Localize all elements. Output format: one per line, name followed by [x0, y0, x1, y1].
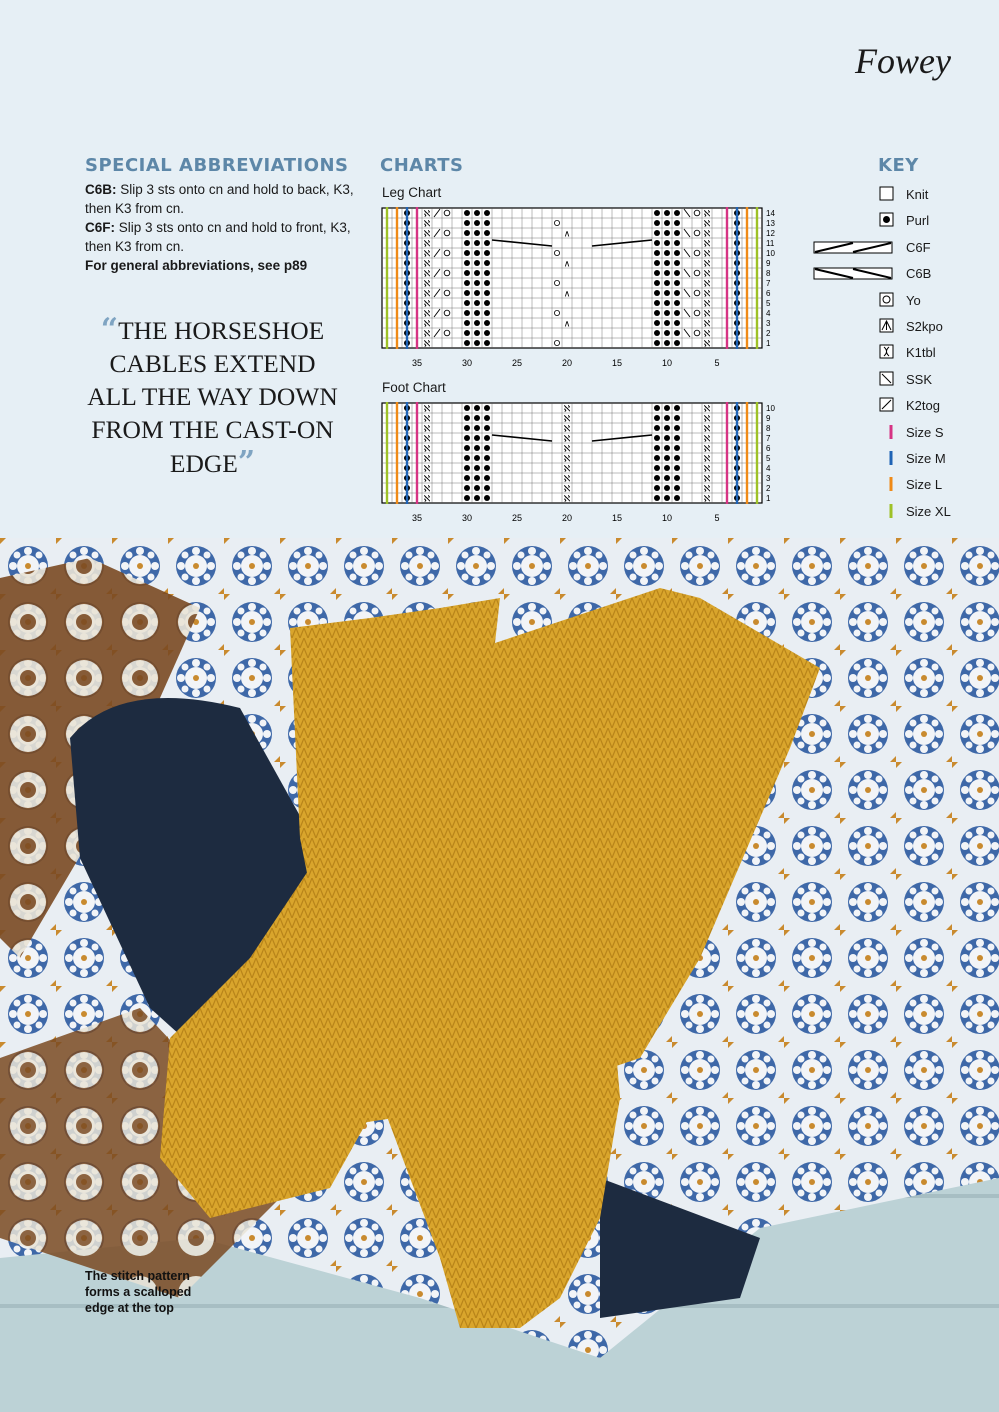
key-label: Size XL [906, 503, 951, 519]
page-title: Fowey [855, 41, 951, 81]
foot-chart-purl-dot [484, 435, 490, 441]
foot-chart-purl-dot [664, 425, 670, 431]
general-abbreviations-note: For general abbreviations, see p89 [85, 258, 308, 273]
foot-chart-purl-dot [664, 455, 670, 461]
foot-chart-purl-dot [664, 445, 670, 451]
foot-chart-k1tbl: ℵ [563, 474, 571, 485]
leg-chart-purl-dot [484, 220, 490, 226]
foot-chart-row-number: 3 [766, 474, 771, 483]
foot-chart-k1tbl: ℵ [563, 424, 571, 435]
leg-chart-row-number: 5 [766, 299, 771, 308]
leg-chart-purl-dot [664, 320, 670, 326]
leg-chart-purl-dot [484, 230, 490, 236]
foot-chart-k1tbl: ℵ [563, 414, 571, 425]
foot-chart-purl-dot [474, 485, 480, 491]
key-label: C6B [906, 266, 932, 282]
foot-chart-column-label: 15 [611, 513, 623, 523]
leg-chart-purl-dot [674, 250, 680, 256]
size-line-icon [879, 503, 895, 519]
foot-chart-k1tbl: ℵ [423, 414, 431, 425]
foot-chart-purl-dot [474, 415, 480, 421]
foot-chart-k1tbl: ℵ [703, 414, 711, 425]
leg-chart-row-number: 6 [766, 289, 771, 298]
foot-chart-purl-dot [674, 435, 680, 441]
special-abbreviations [85, 155, 355, 275]
leg-chart-purl-dot [664, 240, 670, 246]
foot-chart-purl-dot [474, 445, 480, 451]
leg-chart-purl-dot [474, 230, 480, 236]
foot-chart-purl-dot [464, 485, 470, 491]
leg-chart-column-label: 35 [411, 358, 423, 368]
leg-chart-purl-dot [674, 340, 680, 346]
foot-chart-purl-dot [664, 475, 670, 481]
leg-chart-s2kpo: ∧ [563, 229, 571, 240]
leg-chart-purl-dot [674, 320, 680, 326]
foot-chart-purl-dot [654, 465, 660, 471]
leg-chart-purl-dot [464, 250, 470, 256]
leg-chart-purl-dot [474, 340, 480, 346]
foot-chart-purl-dot [484, 415, 490, 421]
yo-circle-icon [879, 292, 895, 308]
leg-chart-purl-dot [474, 270, 480, 276]
foot-chart-k1tbl: ℵ [423, 444, 431, 455]
leg-chart-k1tbl: ℵ [703, 259, 711, 270]
leg-chart-purl-dot [484, 290, 490, 296]
leg-chart-purl-dot [674, 240, 680, 246]
purl-mark [883, 216, 890, 223]
leg-chart-purl-dot [674, 290, 680, 296]
pull-quote-text: THE HORSESHOE CABLES EXTEND ALL THE WAY DOWN FROM THE CAST-ON EDGE [87, 316, 338, 478]
foot-chart-purl-dot [654, 455, 660, 461]
foot-chart-column-label: 5 [714, 513, 720, 523]
leg-chart-row-number: 4 [766, 309, 771, 318]
leg-chart-purl-dot [654, 210, 660, 216]
foot-chart-row-number: 7 [766, 434, 771, 443]
key-label: Knit [906, 187, 929, 202]
leg-chart-column-label: 5 [714, 358, 720, 368]
k1tbl-twist-icon [879, 344, 895, 360]
leg-chart-s2kpo: ∧ [563, 319, 571, 330]
foot-chart-purl-dot [654, 425, 660, 431]
key-box [880, 187, 893, 200]
leg-chart-k1tbl: ℵ [703, 319, 711, 330]
foot-chart-purl-dot [474, 425, 480, 431]
foot-chart-purl-dot [674, 475, 680, 481]
foot-chart-k1tbl: ℵ [423, 474, 431, 485]
leg-chart-purl-dot [654, 220, 660, 226]
leg-chart-row-number: 14 [766, 209, 775, 218]
foot-chart-row-number: 1 [766, 494, 771, 503]
foot-chart-purl-dot [664, 435, 670, 441]
leg-chart-title: Leg Chart [382, 185, 442, 200]
leg-chart-purl-dot [474, 280, 480, 286]
size-line-icon [879, 476, 895, 492]
leg-chart-purl-dot [464, 260, 470, 266]
c6b-cable-icon [813, 265, 893, 281]
foot-chart-purl-dot [674, 415, 680, 421]
leg-chart-purl-dot [664, 280, 670, 286]
key-label: Size S [906, 424, 944, 440]
leg-chart-purl-dot [474, 300, 480, 306]
leg-chart-purl-dot [464, 220, 470, 226]
leg-chart-purl-dot [664, 290, 670, 296]
abbreviation-term: C6B: [85, 182, 117, 197]
key-label: Purl [906, 213, 930, 229]
foot-chart-k1tbl: ℵ [423, 434, 431, 445]
foot-chart [378, 399, 788, 529]
leg-chart-row-number: 7 [766, 279, 771, 288]
leg-chart-purl-dot [654, 300, 660, 306]
leg-chart-purl-dot [474, 290, 480, 296]
leg-chart-row-number: 10 [766, 249, 775, 258]
s2kpo-caret-icon [879, 318, 895, 334]
foot-chart-k1tbl: ℵ [423, 454, 431, 465]
leg-chart-column-label: 25 [511, 358, 523, 368]
leg-chart-purl-dot [464, 280, 470, 286]
leg-chart-purl-dot [474, 210, 480, 216]
key-label: SSK [906, 371, 933, 387]
leg-chart-k1tbl: ℵ [423, 249, 431, 260]
foot-chart-purl-dot [664, 405, 670, 411]
foot-chart-purl-dot [484, 475, 490, 481]
leg-chart-purl-dot [484, 250, 490, 256]
leg-chart-k1tbl: ℵ [703, 299, 711, 310]
leg-chart-purl-dot [484, 300, 490, 306]
leg-chart-purl-dot [654, 280, 660, 286]
leg-chart-purl-dot [654, 240, 660, 246]
leg-chart-k1tbl: ℵ [703, 269, 711, 280]
foot-chart-purl-dot [474, 405, 480, 411]
leg-chart-row-number: 12 [766, 229, 775, 238]
foot-chart-purl-dot [654, 475, 660, 481]
key-label: K2tog [906, 398, 940, 414]
leg-chart-purl-dot [464, 270, 470, 276]
foot-chart-k1tbl: ℵ [423, 424, 431, 435]
leg-chart-purl-dot [474, 250, 480, 256]
leg-chart-purl-dot [464, 340, 470, 346]
foot-chart-purl-dot [484, 465, 490, 471]
leg-chart-purl-dot [674, 210, 680, 216]
photo-caption: The stitch pattern forms a scalloped edge at the top [85, 1269, 192, 1315]
foot-chart-purl-dot [464, 435, 470, 441]
leg-chart-purl-dot [484, 320, 490, 326]
key-label: Size M [906, 451, 946, 466]
leg-chart-k1tbl: ℵ [703, 219, 711, 230]
leg-chart-k1tbl: ℵ [703, 279, 711, 290]
leg-chart-k1tbl: ℵ [423, 329, 431, 340]
leg-chart-column-label: 20 [561, 358, 573, 368]
leg-chart-row-number: 8 [766, 269, 771, 278]
leg-chart-k1tbl: ℵ [703, 339, 711, 350]
foot-chart-k1tbl: ℵ [703, 494, 711, 505]
leg-chart-k1tbl: ℵ [423, 219, 431, 230]
leg-chart-purl-dot [664, 230, 670, 236]
foot-chart-k1tbl: ℵ [703, 424, 711, 435]
foot-chart-column-label: 35 [411, 513, 423, 523]
key-heading: KEY [878, 155, 919, 176]
foot-chart-purl-dot [674, 425, 680, 431]
key-label: Size L [906, 477, 943, 493]
leg-chart-purl-dot [464, 320, 470, 326]
abbreviation-term: C6F: [85, 220, 115, 235]
leg-chart-k1tbl: ℵ [703, 209, 711, 220]
leg-chart-purl-dot [674, 260, 680, 266]
foot-chart-column-label: 25 [511, 513, 523, 523]
foot-chart-row-number: 8 [766, 424, 771, 433]
leg-chart-k1tbl: ℵ [423, 289, 431, 300]
foot-chart-purl-dot [464, 425, 470, 431]
leg-chart-purl-dot [474, 310, 480, 316]
c6f-cable-icon [813, 239, 893, 255]
foot-chart-k1tbl: ℵ [703, 484, 711, 495]
leg-chart-purl-dot [474, 320, 480, 326]
leg-chart-s2kpo: ∧ [563, 259, 571, 270]
leg-chart-purl-dot [654, 320, 660, 326]
leg-chart-purl-dot [474, 330, 480, 336]
foot-chart-k1tbl: ℵ [563, 434, 571, 445]
leg-chart-purl-dot [664, 210, 670, 216]
foot-chart-row-number: 10 [766, 404, 775, 413]
foot-chart-purl-dot [464, 445, 470, 451]
leg-chart-purl-dot [474, 260, 480, 266]
leg-chart-purl-dot [464, 290, 470, 296]
foot-chart-purl-dot [484, 405, 490, 411]
foot-chart-purl-dot [654, 435, 660, 441]
foot-chart-k1tbl: ℵ [703, 434, 711, 445]
leg-chart-purl-dot [674, 310, 680, 316]
foot-chart-k1tbl: ℵ [423, 494, 431, 505]
knit-box-icon [879, 186, 895, 202]
foot-chart-purl-dot [464, 405, 470, 411]
leg-chart-purl-dot [664, 330, 670, 336]
key-label: C6F [906, 239, 931, 255]
abbreviation-c6f [85, 218, 355, 256]
leg-chart-purl-dot [464, 310, 470, 316]
foot-chart-purl-dot [484, 445, 490, 451]
foot-chart-purl-dot [654, 415, 660, 421]
foot-chart-k1tbl: ℵ [563, 484, 571, 495]
leg-chart-purl-dot [484, 280, 490, 286]
foot-chart-purl-dot [674, 485, 680, 491]
leg-chart-purl-dot [654, 290, 660, 296]
foot-chart-column-label: 10 [661, 513, 673, 523]
leg-chart-row-number: 11 [766, 239, 775, 248]
close-quote-mark: ” [237, 445, 256, 480]
foot-chart-row-number: 4 [766, 464, 771, 473]
leg-chart-k1tbl: ℵ [703, 289, 711, 300]
foot-chart-title: Foot Chart [382, 380, 446, 395]
leg-chart-purl-dot [654, 270, 660, 276]
foot-chart-k1tbl: ℵ [423, 484, 431, 495]
abbreviations-heading: SPECIAL ABBREVIATIONS [85, 155, 349, 176]
foot-chart-k1tbl: ℵ [703, 444, 711, 455]
foot-chart-k1tbl: ℵ [703, 474, 711, 485]
open-quote-mark: “ [100, 312, 119, 347]
leg-chart-purl-dot [464, 230, 470, 236]
size-line-icon [879, 424, 895, 440]
leg-chart-purl-dot [664, 310, 670, 316]
leg-chart-k1tbl: ℵ [423, 309, 431, 320]
leg-chart-purl-dot [654, 310, 660, 316]
leg-chart-purl-dot [664, 250, 670, 256]
leg-chart-purl-dot [474, 240, 480, 246]
key-box [880, 293, 893, 306]
foot-chart-k1tbl: ℵ [703, 464, 711, 475]
foot-chart-row-number: 2 [766, 484, 771, 493]
leg-chart-purl-dot [674, 230, 680, 236]
foot-chart-purl-dot [464, 455, 470, 461]
leg-chart-k1tbl: ℵ [423, 279, 431, 290]
leg-chart-purl-dot [674, 220, 680, 226]
abbreviation-text: Slip 3 sts onto cn and hold to front, K3, then K3 from cn. [85, 220, 351, 254]
key-label: K1tbl [906, 345, 936, 361]
key-label: Yo [906, 292, 921, 308]
leg-chart-purl-dot [484, 340, 490, 346]
leg-chart-k1tbl: ℵ [703, 229, 711, 240]
leg-chart-purl-dot [484, 330, 490, 336]
leg-chart-purl-dot [464, 240, 470, 246]
leg-chart-purl-dot [654, 330, 660, 336]
foot-chart-purl-dot [654, 405, 660, 411]
leg-chart-row-number: 1 [766, 339, 771, 348]
foot-chart-purl-dot [654, 485, 660, 491]
leg-chart-k1tbl: ℵ [423, 339, 431, 350]
foot-chart-purl-dot [474, 495, 480, 501]
leg-chart-purl-dot [664, 340, 670, 346]
foot-chart-purl-dot [654, 495, 660, 501]
foot-chart-purl-dot [654, 445, 660, 451]
leg-chart-purl-dot [484, 240, 490, 246]
foot-chart-k1tbl: ℵ [563, 404, 571, 415]
leg-chart-s2kpo: ∧ [563, 289, 571, 300]
foot-chart-k1tbl: ℵ [423, 464, 431, 475]
leg-chart-k1tbl: ℵ [703, 309, 711, 320]
foot-chart-k1tbl: ℵ [563, 454, 571, 465]
leg-chart-purl-dot [464, 300, 470, 306]
leg-chart-purl-dot [664, 300, 670, 306]
leg-chart-column-label: 15 [611, 358, 623, 368]
leg-chart-k1tbl: ℵ [423, 239, 431, 250]
leg-chart-k1tbl: ℵ [703, 249, 711, 260]
key-label: S2kpo [906, 319, 943, 334]
foot-chart-purl-dot [674, 495, 680, 501]
leg-chart-row-number: 2 [766, 329, 771, 338]
foot-chart-row-number: 9 [766, 414, 771, 423]
leg-chart-row-number: 13 [766, 219, 775, 228]
foot-chart-k1tbl: ℵ [563, 444, 571, 455]
foot-chart-purl-dot [674, 445, 680, 451]
pull-quote [85, 313, 340, 480]
foot-chart-purl-dot [484, 455, 490, 461]
foot-chart-purl-dot [664, 485, 670, 491]
foot-chart-purl-dot [674, 455, 680, 461]
foot-chart-k1tbl: ℵ [703, 454, 711, 465]
leg-chart-k1tbl: ℵ [703, 239, 711, 250]
foot-chart-purl-dot [664, 495, 670, 501]
leg-chart-purl-dot [674, 270, 680, 276]
leg-chart-k1tbl: ℵ [423, 269, 431, 280]
foot-chart-k1tbl: ℵ [703, 404, 711, 415]
foot-chart-purl-dot [464, 465, 470, 471]
leg-chart-purl-dot [484, 270, 490, 276]
foot-chart-purl-dot [474, 465, 480, 471]
foot-chart-purl-dot [674, 405, 680, 411]
abbreviation-text: Slip 3 sts onto cn and hold to back, K3, then K3 from cn. [85, 182, 354, 216]
foot-chart-purl-dot [464, 475, 470, 481]
size-line-icon [879, 450, 895, 466]
leg-chart-purl-dot [654, 260, 660, 266]
leg-chart-k1tbl: ℵ [423, 319, 431, 330]
foot-chart-purl-dot [474, 475, 480, 481]
foot-chart-purl-dot [674, 465, 680, 471]
foot-chart-purl-dot [664, 465, 670, 471]
foot-chart-purl-dot [664, 415, 670, 421]
foot-chart-k1tbl: ℵ [563, 494, 571, 505]
leg-chart-purl-dot [674, 300, 680, 306]
ssk-slash-icon [879, 371, 895, 387]
leg-chart-k1tbl: ℵ [703, 329, 711, 340]
leg-chart-k1tbl: ℵ [423, 299, 431, 310]
leg-chart-k1tbl: ℵ [423, 259, 431, 270]
foot-chart-purl-dot [464, 415, 470, 421]
foot-chart-column-label: 20 [561, 513, 573, 523]
foot-chart-purl-dot [484, 495, 490, 501]
leg-chart-purl-dot [464, 210, 470, 216]
leg-chart-purl-dot [664, 260, 670, 266]
leg-chart-column-label: 10 [661, 358, 673, 368]
leg-chart-k1tbl: ℵ [423, 209, 431, 220]
abbreviation-c6b [85, 180, 355, 218]
leg-chart [378, 204, 788, 374]
leg-chart-purl-dot [674, 330, 680, 336]
foot-chart-purl-dot [474, 455, 480, 461]
purl-dot-icon [879, 212, 895, 228]
leg-chart-purl-dot [654, 230, 660, 236]
leg-chart-purl-dot [674, 280, 680, 286]
foot-chart-purl-dot [484, 485, 490, 491]
leg-chart-purl-dot [484, 310, 490, 316]
foot-chart-column-label: 30 [461, 513, 473, 523]
leg-chart-row-number: 9 [766, 259, 771, 268]
leg-chart-purl-dot [484, 210, 490, 216]
foot-chart-purl-dot [474, 435, 480, 441]
foot-chart-purl-dot [484, 425, 490, 431]
leg-chart-purl-dot [654, 340, 660, 346]
foot-chart-k1tbl: ℵ [423, 404, 431, 415]
leg-chart-k1tbl: ℵ [423, 229, 431, 240]
leg-chart-purl-dot [484, 260, 490, 266]
leg-chart-column-label: 30 [461, 358, 473, 368]
leg-chart-purl-dot [474, 220, 480, 226]
foot-chart-purl-dot [464, 495, 470, 501]
leg-chart-purl-dot [664, 220, 670, 226]
leg-chart-purl-dot [464, 330, 470, 336]
leg-chart-purl-dot [664, 270, 670, 276]
leg-chart-row-number: 3 [766, 319, 771, 328]
foot-chart-row-number: 5 [766, 454, 771, 463]
foot-chart-k1tbl: ℵ [563, 464, 571, 475]
foot-chart-row-number: 6 [766, 444, 771, 453]
k2tog-slash-icon [879, 397, 895, 413]
charts-heading: CHARTS [380, 155, 464, 176]
leg-chart-purl-dot [654, 250, 660, 256]
